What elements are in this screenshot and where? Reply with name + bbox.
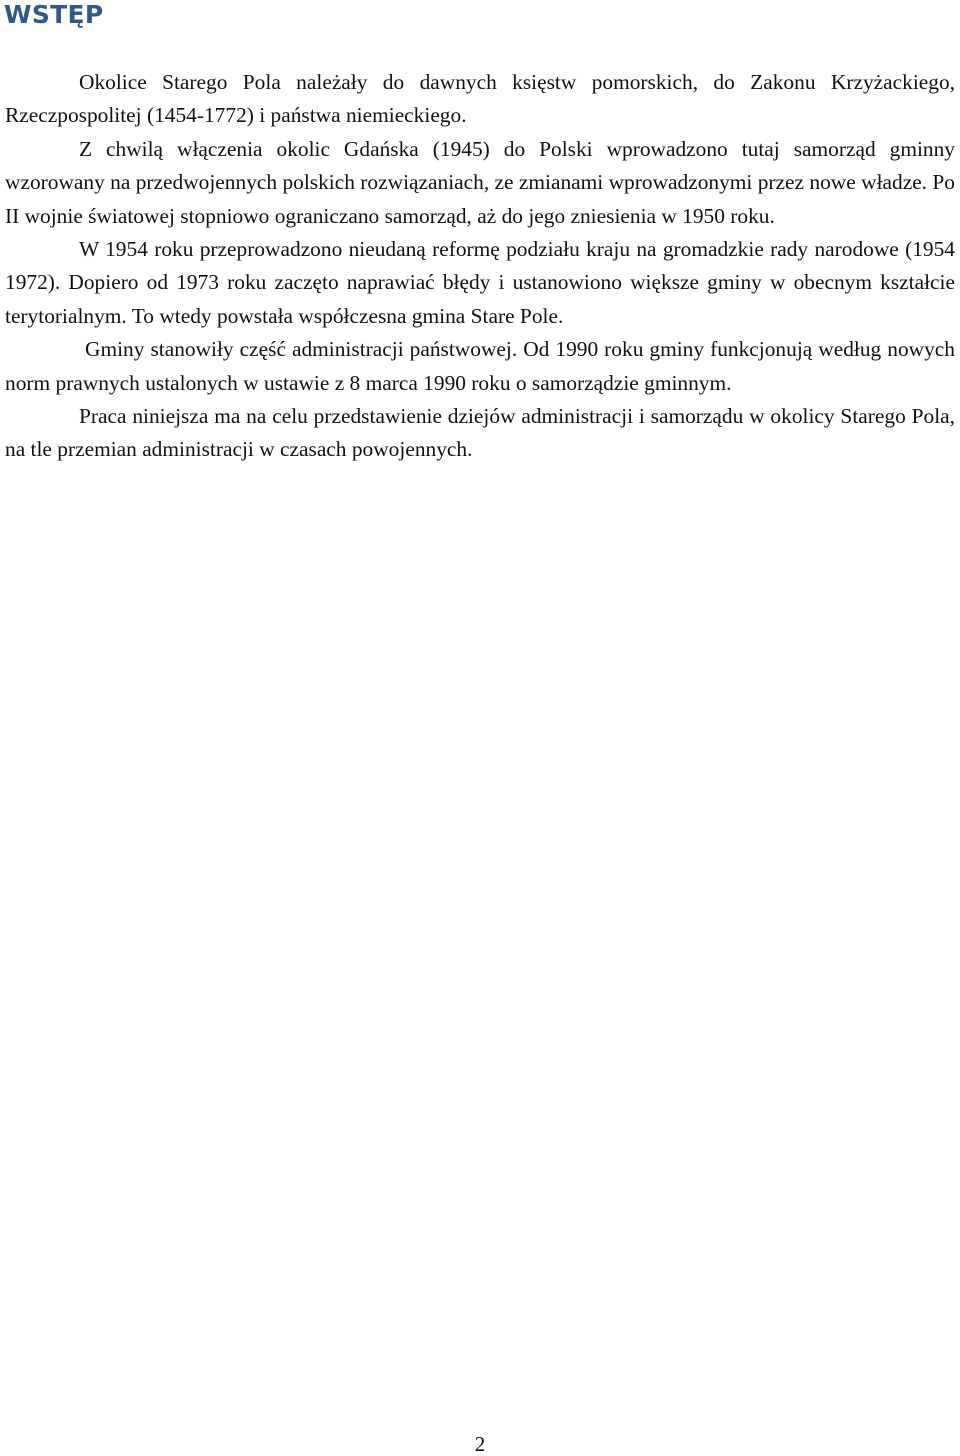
section-heading: WSTĘP — [4, 0, 104, 29]
paragraph-history: Okolice Starego Pola należały do dawnych księstw pomorskich, do Zakonu Krzyżackiego, Rzeczpospolitej (1454-1772) i państwa niemieckiego. — [5, 70, 955, 128]
paragraph-1954-reform: W 1954 roku przeprowadzono nieudaną reformę podziału kraju na gromadzkie rady narodowe (1954 1972). Dopiero od 1973 roku zaczęto naprawiać błędy i ustanowiono większe gminy w obecnym kształcie terytorialnym. To wtedy powstała współczesna gmina Stare Pole. — [5, 237, 955, 328]
paragraph-aim-of-work: Praca niniejsza ma na celu przedstawienie dziejów administracji i samorządu w okolicy Starego Pola, na tle przemian administracji w czasach powojennych. — [5, 404, 955, 462]
body-text — [5, 66, 955, 467]
page-number: 2 — [474, 1432, 486, 1456]
paragraph-postwar-self-government: Z chwilą włączenia okolic Gdańska (1945) do Polski wprowadzono tutaj samorząd gminny wzorowany na przedwojennych polskich rozwiązaniach, ze zmianami wprowadzonymi przez nowe władze. Po II wojnie światowej stopniowo ograniczano samorząd, aż do jego zniesienia w 1950 roku. — [5, 136, 955, 228]
paragraph-1990-law: Gminy stanowiły część administracji państwowej. Od 1990 roku gminy funkcjonują według nowych norm prawnych ustalonych w ustawie z 8 marca 1990 roku o samorządzie gminnym. — [5, 337, 955, 395]
